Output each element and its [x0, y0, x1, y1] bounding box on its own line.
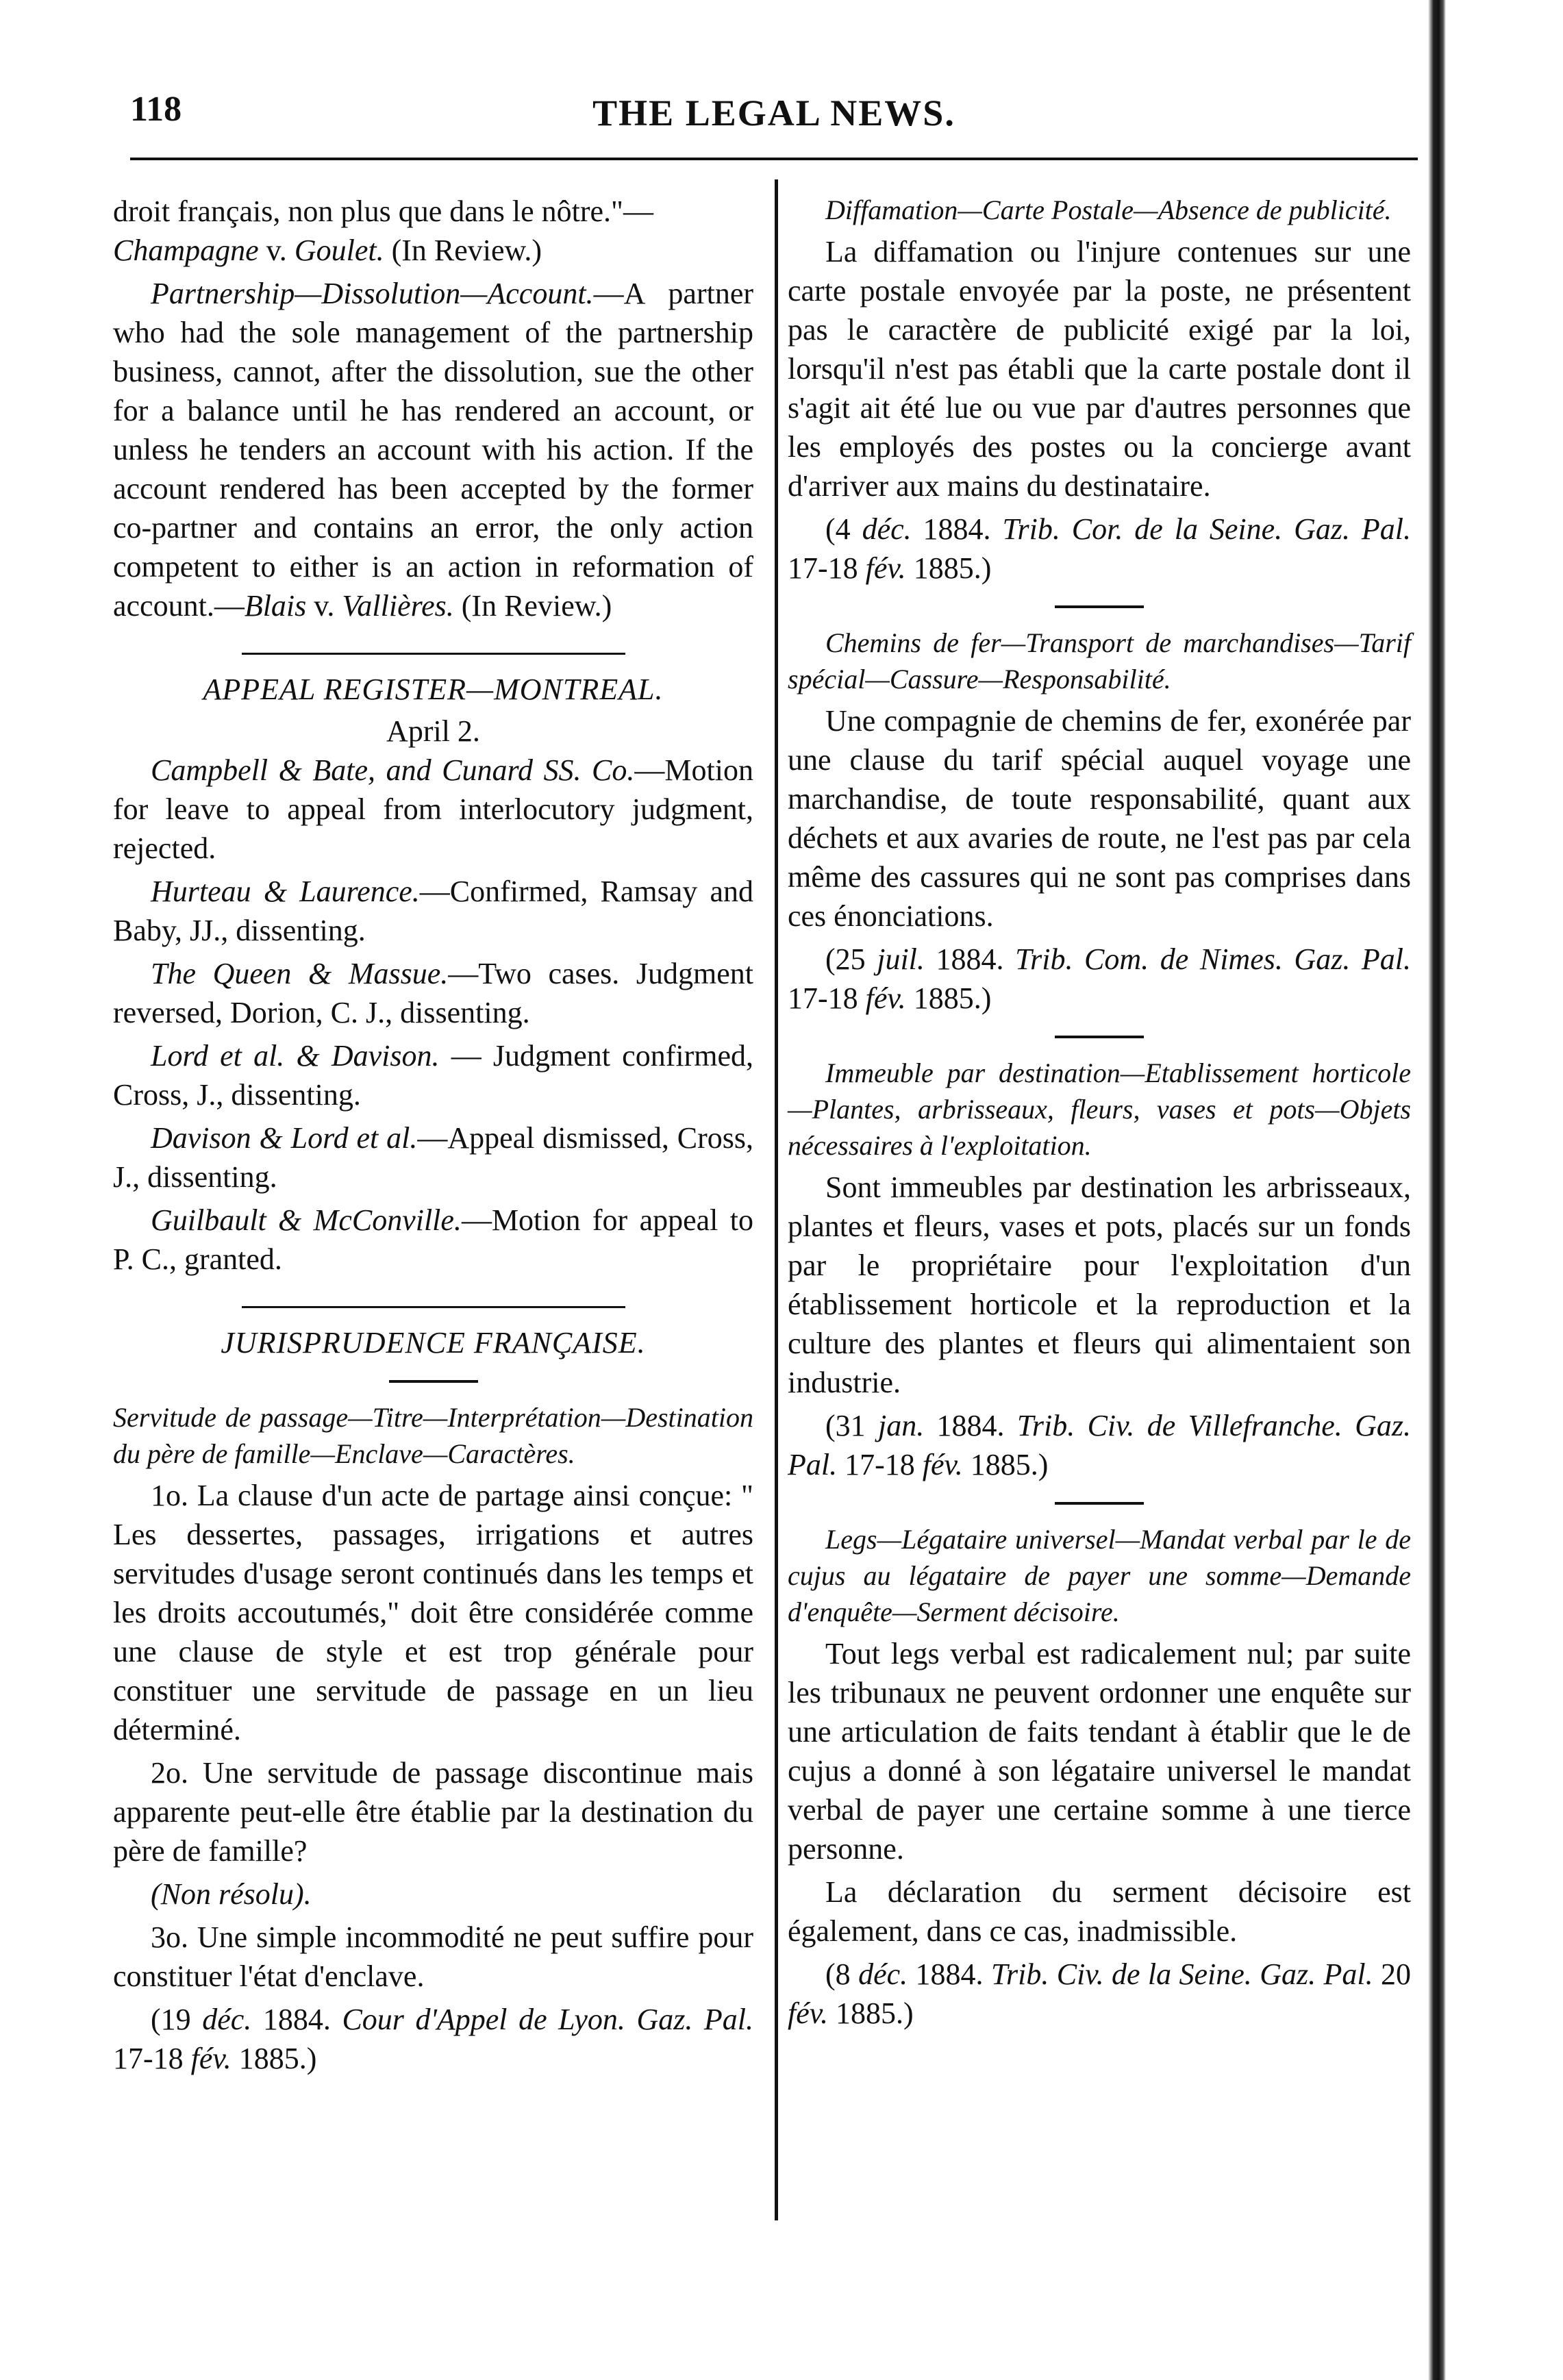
scan-edge-shadow	[1428, 0, 1446, 2380]
page-number: 118	[130, 90, 182, 129]
page-header	[130, 89, 1418, 144]
chemins-heading: Chemins de fer—Transport de marchandises—Tarif spécial—Cassure—Responsabilité.	[788, 627, 1411, 694]
immeuble-citation: (31 jan. 1884. Trib. Civ. de Villefranche. Gaz. Pal. 17-18 fév. 1885.)	[788, 1409, 1412, 1481]
short-rule	[389, 1380, 478, 1383]
appeal-register-title: APPEAL REGISTER—MONTREAL.	[203, 673, 664, 706]
short-rule	[1055, 1036, 1144, 1038]
legs-heading: Legs—Légataire universel—Mandat verbal par le de cujus au légataire de payer une somme—Demande d'enquête—Serment décisoire.	[788, 1524, 1411, 1627]
immeuble-heading: Immeuble par destination—Etablissement horticole—Plantes, arbrisseaux, fleurs, vases et pots—Objets nécessaires à l'exploitation.	[788, 1057, 1411, 1161]
appeal-entry: Campbell & Bate, and Cunard SS. Co.—Motion for leave to appeal from interlocutory judgment, rejected.	[113, 753, 753, 865]
appeal-entry: Lord et al. & Davison. — Judgment confirmed, Cross, J., dissenting.	[113, 1039, 753, 1112]
appeal-date: April 2.	[386, 714, 480, 748]
legs-citation: (8 déc. 1884. Trib. Civ. de la Seine. Gaz. Pal. 20 fév. 1885.)	[788, 1957, 1412, 2030]
right-column	[788, 192, 1411, 2037]
immeuble-text: Sont immeubles par destination les arbrisseaux, plantes et fleurs, vases et pots, placés sur un fonds par le propriétaire pour l'exploitation d'un établissement horticole et la reproduction et la culture des plantes et fleurs qui alimentaient son industrie.	[788, 1170, 1411, 1399]
column-divider	[775, 179, 778, 2220]
servitude-heading: Servitude de passage—Titre—Interprétation—Destination du père de famille—Enclave—Caractères.	[113, 1402, 753, 1469]
continued-paragraph: droit français, non plus que dans le nôtre."— Champagne v. Goulet. (In Review.)	[113, 195, 653, 267]
diffamation-text: La diffamation ou l'injure contenues sur une carte postale envoyée par la poste, ne présentent pas le caractère de publicité exigé par la loi, lorsqu'il n'est pas établi que la carte postale dont il s'agit ait été lue ou vue par d'autres personnes que les employés des postes ou la concierge avant d'arriver aux mains du destinataire.	[788, 235, 1411, 503]
section-separator	[242, 653, 625, 655]
diffamation-citation: (4 déc. 1884. Trib. Cor. de la Seine. Gaz. Pal. 17-18 fév. 1885.)	[788, 512, 1412, 585]
partnership-paragraph: Partnership—Dissolution—Account.—A partner who had the sole management of the partnership business, cannot, after the dissolution, sue the other for a balance until he has rendered an account, or unless he tenders an account with his action. If the account rendered has been accepted by the former co-partner and contains an error, the only action competent to either is an action in reformation of account.—Blais v. Vallières. (In Review.)	[113, 277, 753, 623]
section-separator	[242, 1306, 625, 1308]
jurisprudence-title: JURISPRUDENCE FRANÇAISE.	[221, 1326, 646, 1360]
legs-text-1: Tout legs verbal est radicalement nul; par suite les tribunaux ne peuvent ordonner une enquête sur une articulation de faits tendant à établir que le de cujus a donné à son légataire universel le mandat verbal de payer une certaine somme à une tierce personne.	[788, 1637, 1411, 1866]
appeal-entry: Davison & Lord et al.—Appeal dismissed, Cross, J., dissenting.	[113, 1121, 753, 1194]
chemins-citation: (25 juil. 1884. Trib. Com. de Nimes. Gaz. Pal. 17-18 fév. 1885.)	[788, 942, 1412, 1015]
servitude-point-2: 2o. Une servitude de passage discontinue mais apparente peut-elle être établie par la destination du père de famille?	[113, 1756, 753, 1868]
appeal-entry: The Queen & Massue.—Two cases. Judgment reversed, Dorion, C. J., dissenting.	[113, 957, 753, 1029]
servitude-citation: (19 déc. 1884. Cour d'Appel de Lyon. Gaz. Pal. 17-18 fév. 1885.)	[113, 2003, 754, 2075]
appeal-entry: Guilbault & McConville.—Motion for appeal to P. C., granted.	[113, 1203, 753, 1276]
diffamation-heading: Diffamation—Carte Postale—Absence de publicité.	[825, 195, 1392, 225]
servitude-point-1: 1o. La clause d'un acte de partage ainsi conçue: " Les dessertes, passages, irrigations et autres servitudes d'usage seront continués dans les temps et les droits accoutumés," doit être considérée comme une clause de style et est trop générale pour constituer une servitude de passage en un lieu déterminé.	[113, 1479, 753, 1746]
short-rule	[1055, 1502, 1144, 1505]
servitude-point-3: 3o. Une simple incommodité ne peut suffire pour constituer l'état d'enclave.	[113, 1920, 753, 1993]
short-rule	[1055, 605, 1144, 608]
chemins-text: Une compagnie de chemins de fer, exonérée par une clause du tarif spécial auquel voyage une marchandise, de toute responsabilité, quant aux déchets et aux avaries de route, ne l'est pas par cela même des cassures qui ne sont pas comprises dans ces énonciations.	[788, 704, 1411, 933]
servitude-note: (Non résolu).	[151, 1877, 312, 1911]
header-rule	[130, 158, 1418, 160]
running-title: THE LEGAL NEWS.	[592, 92, 955, 134]
legs-text-2: La déclaration du serment décisoire est également, dans ce cas, inadmissible.	[788, 1875, 1411, 1948]
appeal-entry: Hurteau & Laurence.—Confirmed, Ramsay and Baby, JJ., dissenting.	[113, 875, 753, 947]
left-column	[113, 192, 753, 2082]
partnership-heading: Partnership—Dissolution—Account.	[151, 277, 594, 310]
